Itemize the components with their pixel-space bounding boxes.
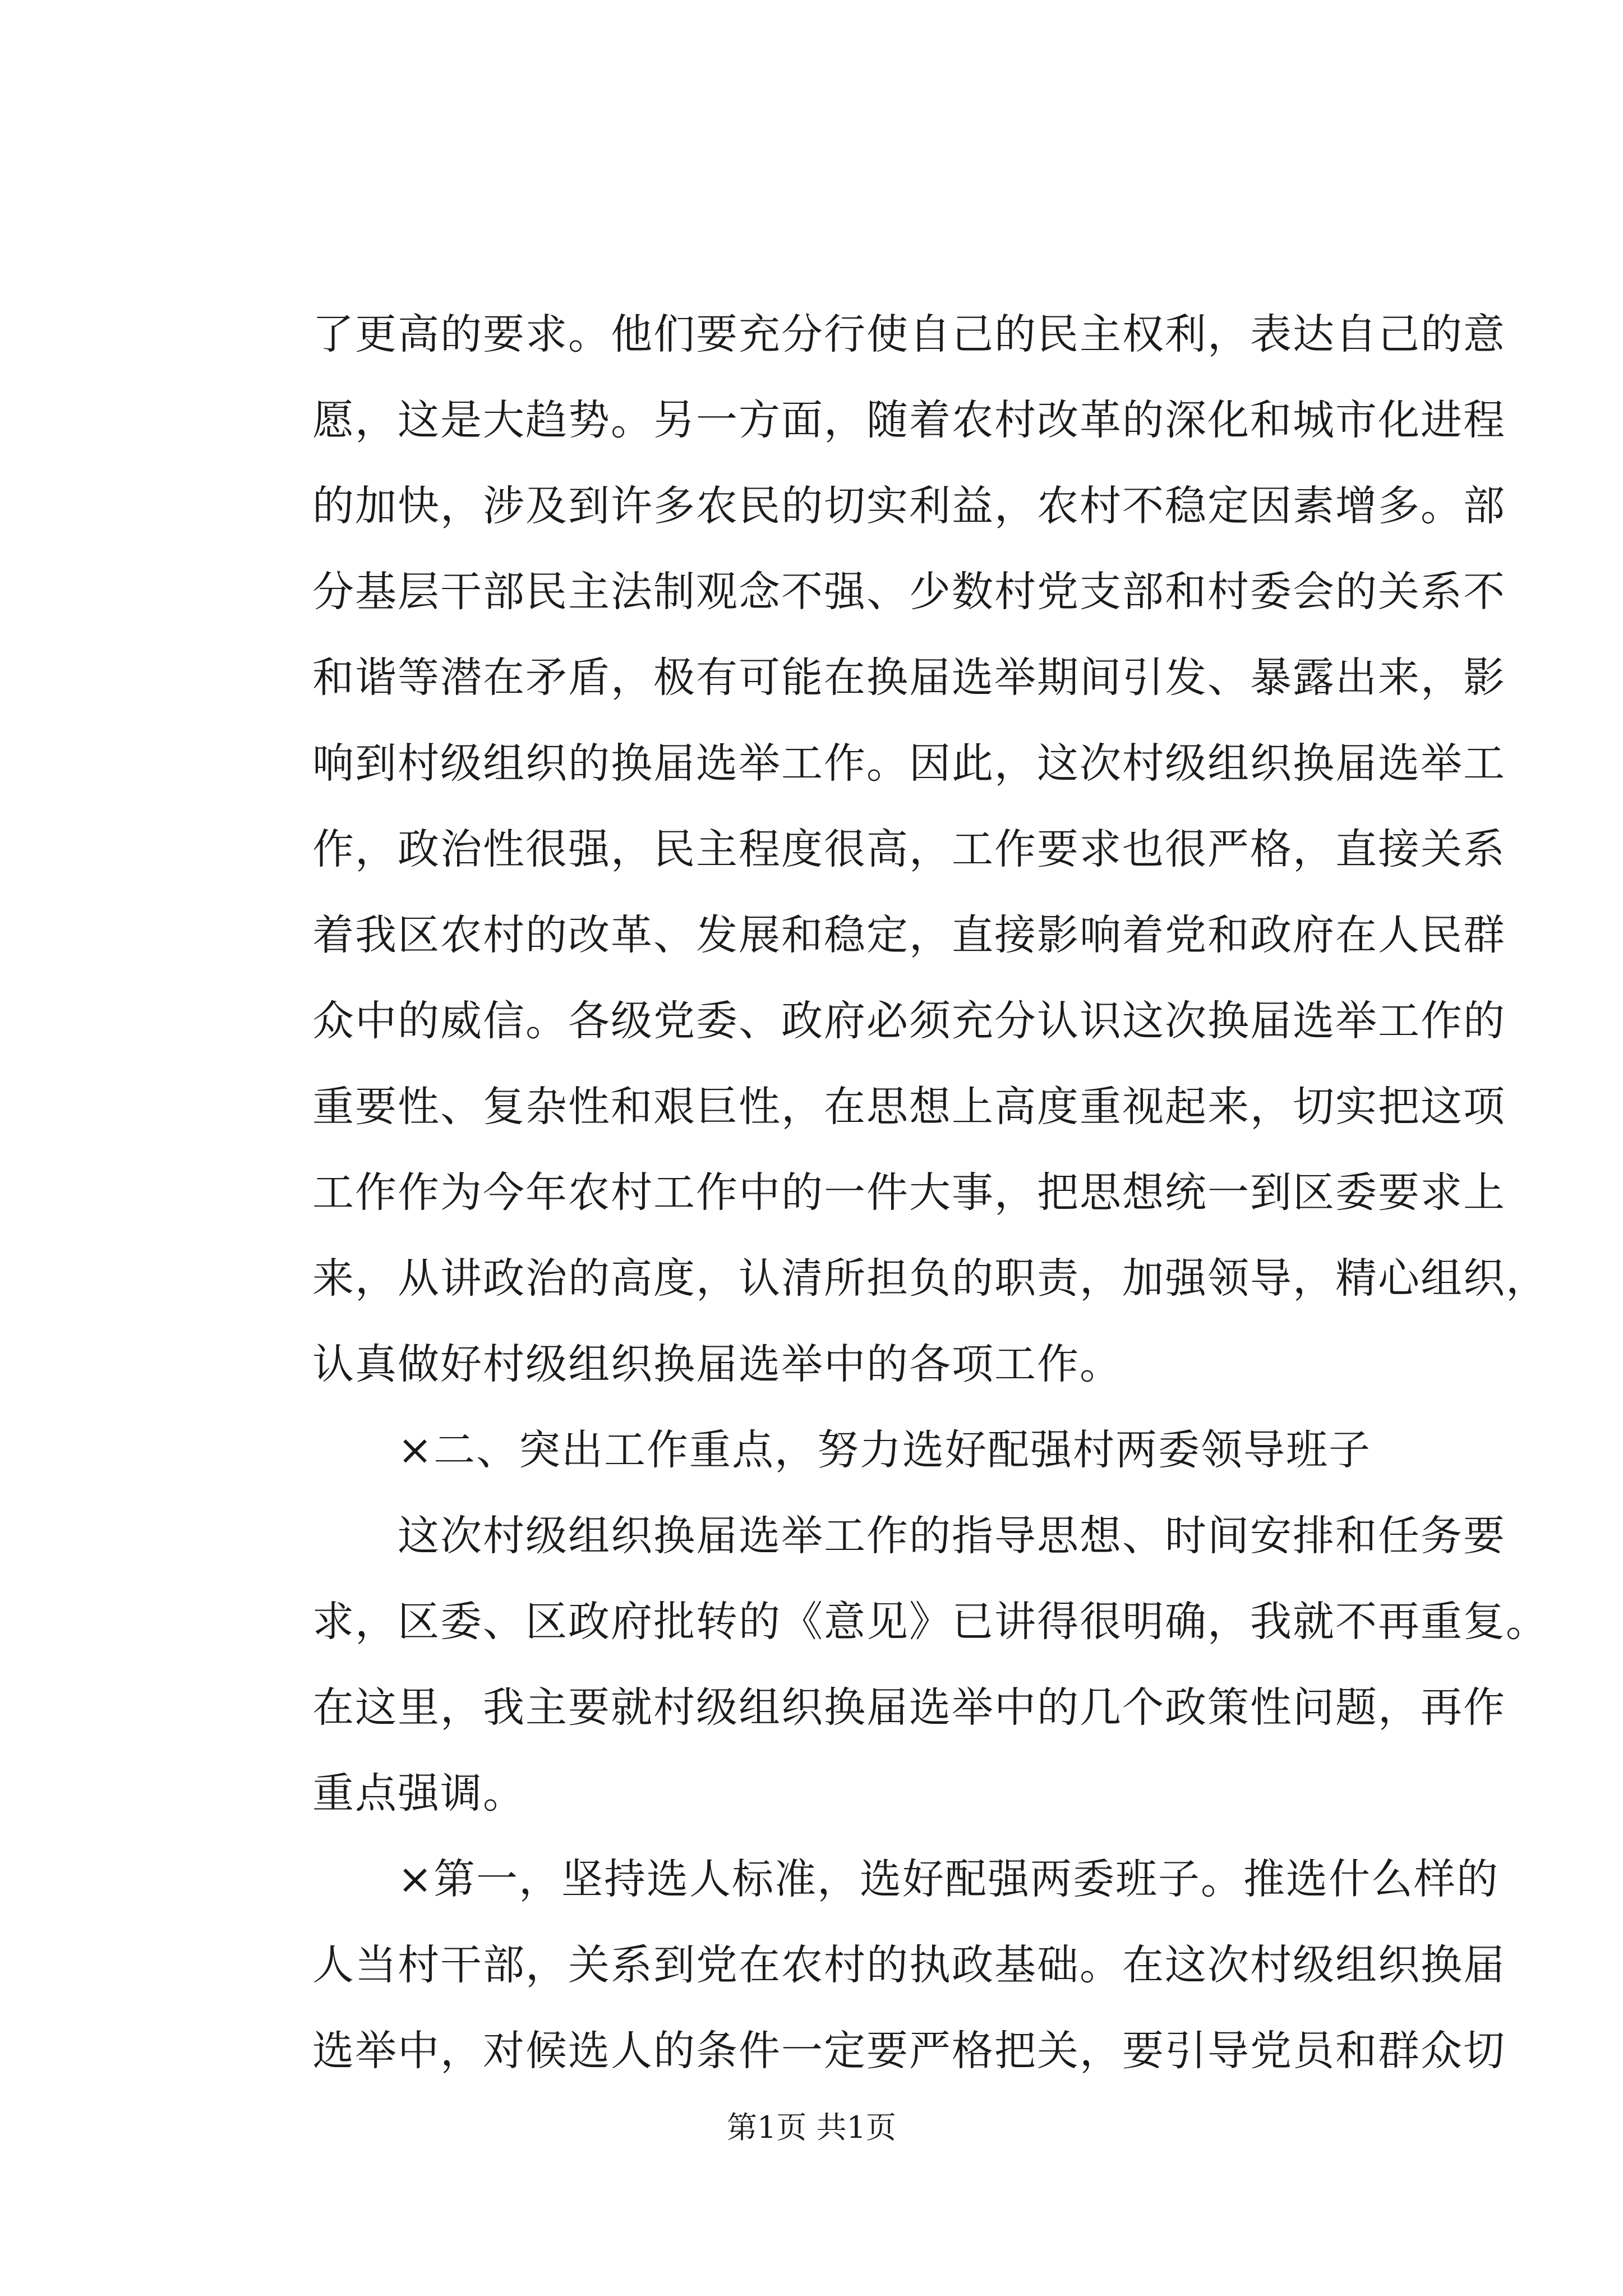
text-line: 愿，这是大趋势。另一方面，随着农村改革的深化和城市化进程 — [312, 396, 1506, 444]
text-line: 工作作为今年农村工作中的一件大事，把思想统一到区委要求上 — [312, 1168, 1506, 1217]
text-line: 着我区农村的改革、发展和稳定，直接影响着党和政府在人民群 — [312, 911, 1506, 959]
text-line: 和谐等潜在矛盾，极有可能在换届选举期间引发、暴露出来，影 — [312, 654, 1506, 702]
text-line: 求，区委、区政府批转的《意见》已讲得很明确，我就不再重复。 — [312, 1598, 1548, 1646]
text-line: 的加快，涉及到许多农民的切实利益，农村不稳定因素增多。部 — [312, 482, 1506, 530]
text-line: ×第一，坚持选人标准，选好配强两委班子。推选什么样的 — [398, 1855, 1500, 1903]
text-line: 众中的威信。各级党委、政府必须充分认识这次换届选举工作的 — [312, 997, 1506, 1045]
text-line: 在这里，我主要就村级组织换届选举中的几个政策性问题，再作 — [312, 1683, 1506, 1732]
text-line: 作，政治性很强，民主程度很高，工作要求也很严格，直接关系 — [312, 825, 1506, 873]
text-line: 选举中，对候选人的条件一定要严格把关，要引导党员和群众切 — [312, 2027, 1506, 2075]
text-line: 认真做好村级组织换届选举中的各项工作。 — [312, 1340, 1122, 1388]
page-footer: 第1页 共1页 — [727, 2110, 896, 2145]
text-line: 分基层干部民主法制观念不强、少数村党支部和村委会的关系不 — [312, 568, 1506, 616]
text-line: 重点强调。 — [312, 1769, 525, 1818]
text-line: 来，从讲政治的高度，认清所担负的职责，加强领导，精心组织， — [312, 1254, 1548, 1303]
text-line: 了更高的要求。他们要充分行使自己的民主权利，表达自己的意 — [312, 310, 1506, 358]
text-line: 响到村级组织的换届选举工作。因此，这次村级组织换届选举工 — [312, 739, 1506, 788]
text-line: 重要性、复杂性和艰巨性，在思想上高度重视起来，切实把这项 — [312, 1083, 1506, 1131]
text-line: 这次村级组织换届选举工作的指导思想、时间安排和任务要 — [398, 1512, 1506, 1560]
document-body — [312, 292, 1548, 2094]
text-line: 人当村干部，关系到党在农村的执政基础。在这次村级组织换届 — [312, 1941, 1506, 1989]
section-heading: ×二、突出工作重点，努力选好配强村两委领导班子 — [398, 1426, 1372, 1474]
